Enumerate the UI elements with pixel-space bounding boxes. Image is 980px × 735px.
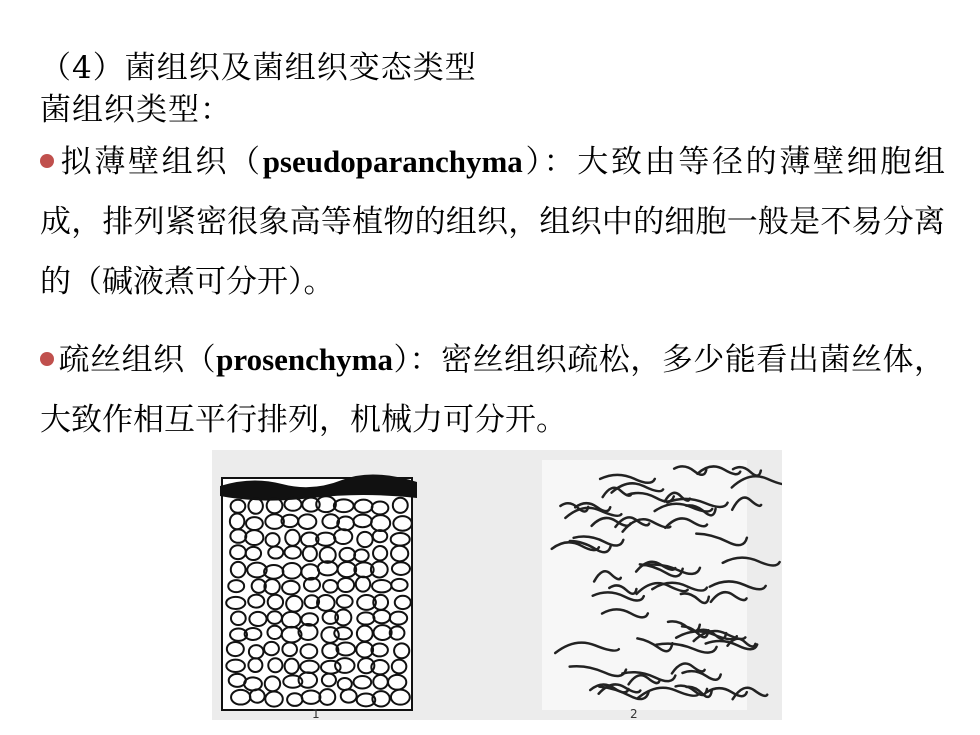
term-label: 拟薄壁组织（: [58, 144, 263, 180]
term-english: prosenchyma: [216, 342, 393, 377]
term-description: ）：大致由等径的薄壁细胞组成，排列紧密很象高等植物的组织，组织中的细胞一般是不易分离的（碱液煮可分开）。: [40, 144, 945, 300]
tissue-illustration: [212, 450, 782, 720]
pseudoparenchyma-drawing: [220, 474, 417, 720]
section-heading: （4）菌组织及菌组织变态类型: [40, 50, 477, 86]
bullet-dot-icon: [40, 154, 54, 168]
figure-label-2: 2: [630, 707, 638, 720]
term-label: 疏丝组织（: [58, 342, 217, 378]
bullet-item-pseudoparenchyma: [40, 132, 945, 312]
term-english: pseudoparanchyma: [262, 144, 523, 179]
bullet-dot-icon: [40, 352, 54, 366]
term-description: ）：密丝组织疏松，多少能看出菌丝体，大致作相互平行排列，机械力可分开。: [40, 342, 946, 438]
figure-label-1: 1: [312, 707, 320, 720]
bullet-item-prosenchyma: [40, 330, 945, 450]
prosenchyma-drawing: [542, 460, 782, 720]
subheading: 菌组织类型：: [40, 92, 232, 128]
